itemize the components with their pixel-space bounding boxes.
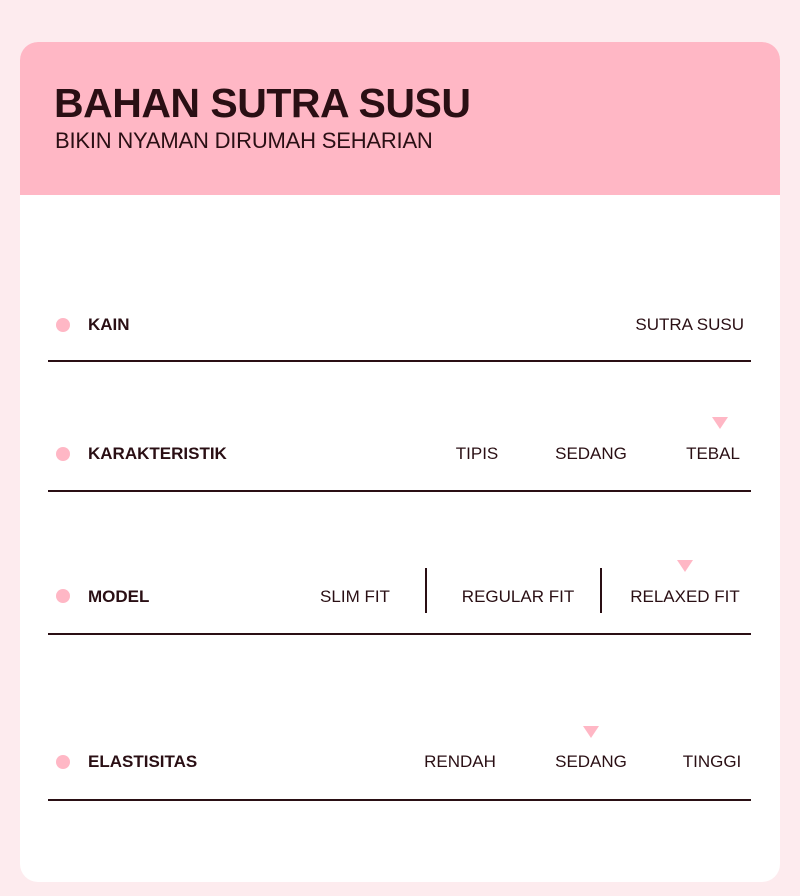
- vertical-separator: [600, 568, 602, 613]
- triangle-down-icon: [712, 417, 728, 429]
- divider: [48, 360, 751, 362]
- page-subtitle: BIKIN NYAMAN DIRUMAH SEHARIAN: [55, 128, 433, 153]
- option-tinggi: TINGGI: [682, 752, 742, 771]
- info-card: [20, 42, 780, 882]
- divider: [48, 633, 751, 635]
- row-label-kain: KAIN: [88, 315, 130, 334]
- dot-icon: [56, 447, 70, 461]
- option-sedang: SEDANG: [555, 444, 627, 463]
- triangle-down-icon: [677, 560, 693, 572]
- option-regular-fit: REGULAR FIT: [461, 587, 575, 606]
- dot-icon: [56, 755, 70, 769]
- divider: [48, 799, 751, 801]
- option-tebal: TEBAL: [686, 444, 740, 463]
- divider: [48, 490, 751, 492]
- row-label-karakteristik: KARAKTERISTIK: [88, 444, 227, 463]
- card-header: [20, 42, 780, 195]
- option-sedang: SEDANG: [555, 752, 627, 771]
- option-tipis: TIPIS: [455, 444, 499, 463]
- triangle-down-icon: [583, 726, 599, 738]
- dot-icon: [56, 318, 70, 332]
- option-slim-fit: SLIM FIT: [320, 587, 390, 606]
- option-sutra-susu: SUTRA SUSU: [635, 315, 744, 334]
- option-relaxed-fit: RELAXED FIT: [630, 587, 740, 606]
- option-rendah: RENDAH: [424, 752, 496, 771]
- row-label-elastisitas: ELASTISITAS: [88, 752, 198, 771]
- dot-icon: [56, 589, 70, 603]
- row-label-model: MODEL: [88, 587, 150, 606]
- vertical-separator: [425, 568, 427, 613]
- page-title: BAHAN SUTRA SUSU: [54, 80, 471, 126]
